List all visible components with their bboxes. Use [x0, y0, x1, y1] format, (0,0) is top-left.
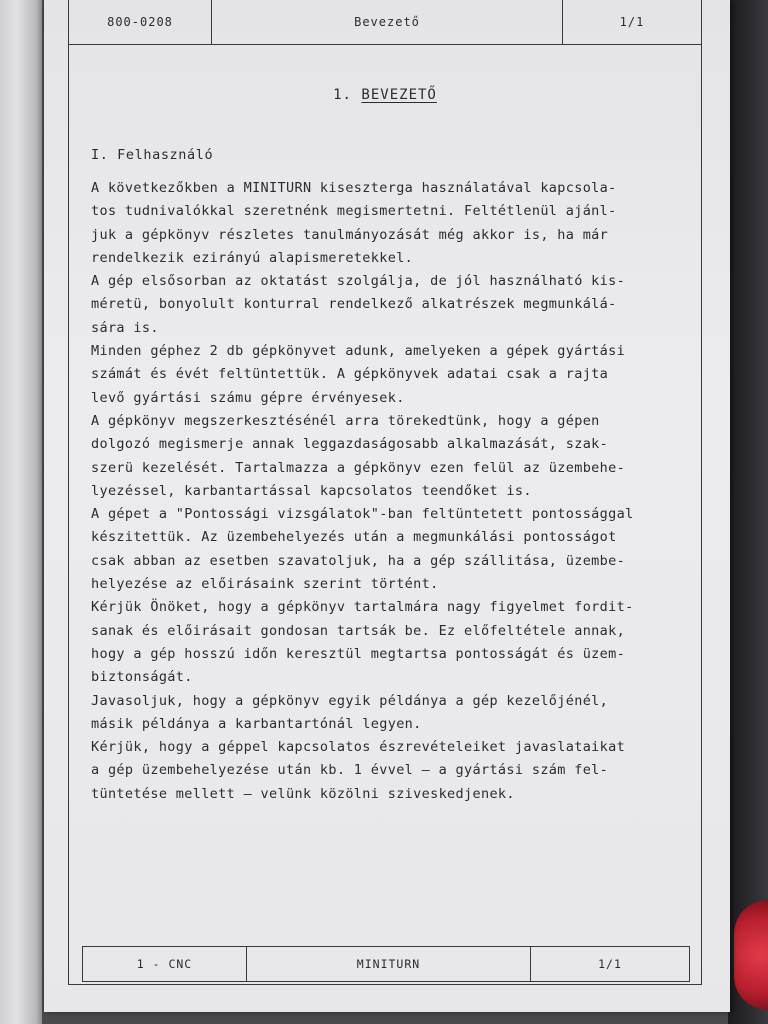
document-page [44, 0, 730, 1012]
background-red-object [734, 900, 768, 1010]
text-line: méretü, bonyolult konturral rendelkező alkatrészek megmunkálá- [91, 296, 617, 313]
text-line: rendelkezik ezirányú alapismeretekkel. [91, 249, 414, 266]
chapter-number: 1. [333, 87, 352, 103]
text-line: juk a gépkönyv részletes tanulmányozását még akkor is, ha már [91, 226, 609, 243]
text-line: A gépkönyv megszerkesztésénél arra törekedtünk, hogy a gépen [91, 412, 600, 429]
text-line: készitettük. Az üzembehelyezés után a megmunkálási pontosságot [91, 529, 617, 546]
text-line: Javasoljuk, hogy a gépkönyv egyik példánya a gép kezelőjénél, [91, 692, 609, 709]
footer-product: MINITURN [247, 947, 531, 981]
footer-page-number: 1/1 [598, 957, 622, 971]
text-line: Kérjük Önöket, hogy a gépkönyv tartalmára nagy figyelmet fordit- [91, 599, 634, 616]
header-doc-number: 800-0208 [69, 0, 212, 44]
text-line: A következőkben a MINITURN kiseszterga használatával kapcsola- [91, 180, 617, 196]
text-line: tüntetése mellett — velünk közölni sziveskedjenek. [91, 785, 515, 802]
text-line: csak abban az esetben szavatoljuk, ha a gép szállitása, üzembe- [91, 552, 626, 569]
header-page-number: 1/1 [619, 14, 645, 29]
text-line: tos tudnivalókkal szeretnénk megismertetni. Feltétlenül ajánl- [91, 203, 617, 220]
footer-table [82, 946, 690, 982]
text-line: A gépet a "Pontossági vizsgálatok"-ban feltüntetett pontossággal [91, 506, 634, 523]
text-line: Minden géphez 2 db gépkönyvet adunk, amelyeken a gépek gyártási [91, 343, 626, 360]
text-line: szerü kezelését. Tartalmazza a gépkönyv ezen felül az üzembehe- [91, 459, 626, 476]
page-frame [68, 0, 702, 985]
text-line: hogy a gép hosszú időn keresztül megtartsa pontosságát és üzem- [91, 645, 626, 662]
chapter-title-text: BEVEZETŐ [361, 87, 437, 103]
binder-left-edge [0, 0, 42, 1024]
body-text [91, 177, 691, 806]
footer-code: 1 - CNC [83, 947, 247, 981]
text-line: A gép elsősorban az oktatást szolgálja, de jól használható kis- [91, 273, 626, 290]
text-line: másik példánya a karbantartónál legyen. [91, 715, 422, 732]
text-line: sanak és előirásait gondosan tartsák be. Ez előfeltétele annak, [91, 622, 626, 639]
text-line: dolgozó megismerje annak leggazdaságosabb alkalmazását, szak- [91, 436, 609, 453]
header-title: Bevezető [212, 0, 563, 44]
binder-right-edge [728, 0, 768, 1024]
section-heading: I. Felhasználó [91, 147, 214, 163]
text-line: biztonságát. [91, 669, 193, 686]
header-table [69, 0, 701, 45]
text-line: helyezése az előirásaink szerint történt. [91, 576, 439, 593]
text-line: sára is. [91, 319, 159, 336]
chapter-title [69, 87, 701, 103]
text-line: lyezéssel, karbantartással kapcsolatos teendőket is. [91, 482, 532, 499]
text-line: levő gyártási számu gépre érvényesek. [91, 389, 405, 406]
text-line: számát és évét feltüntettük. A gépkönyvek adatai csak a rajta [91, 366, 609, 383]
text-line: a gép üzembehelyezése után kb. 1 évvel — a gyártási szám fel- [91, 762, 609, 779]
text-line: Kérjük, hogy a géppel kapcsolatos észrevételeiket javaslataikat [91, 739, 626, 756]
